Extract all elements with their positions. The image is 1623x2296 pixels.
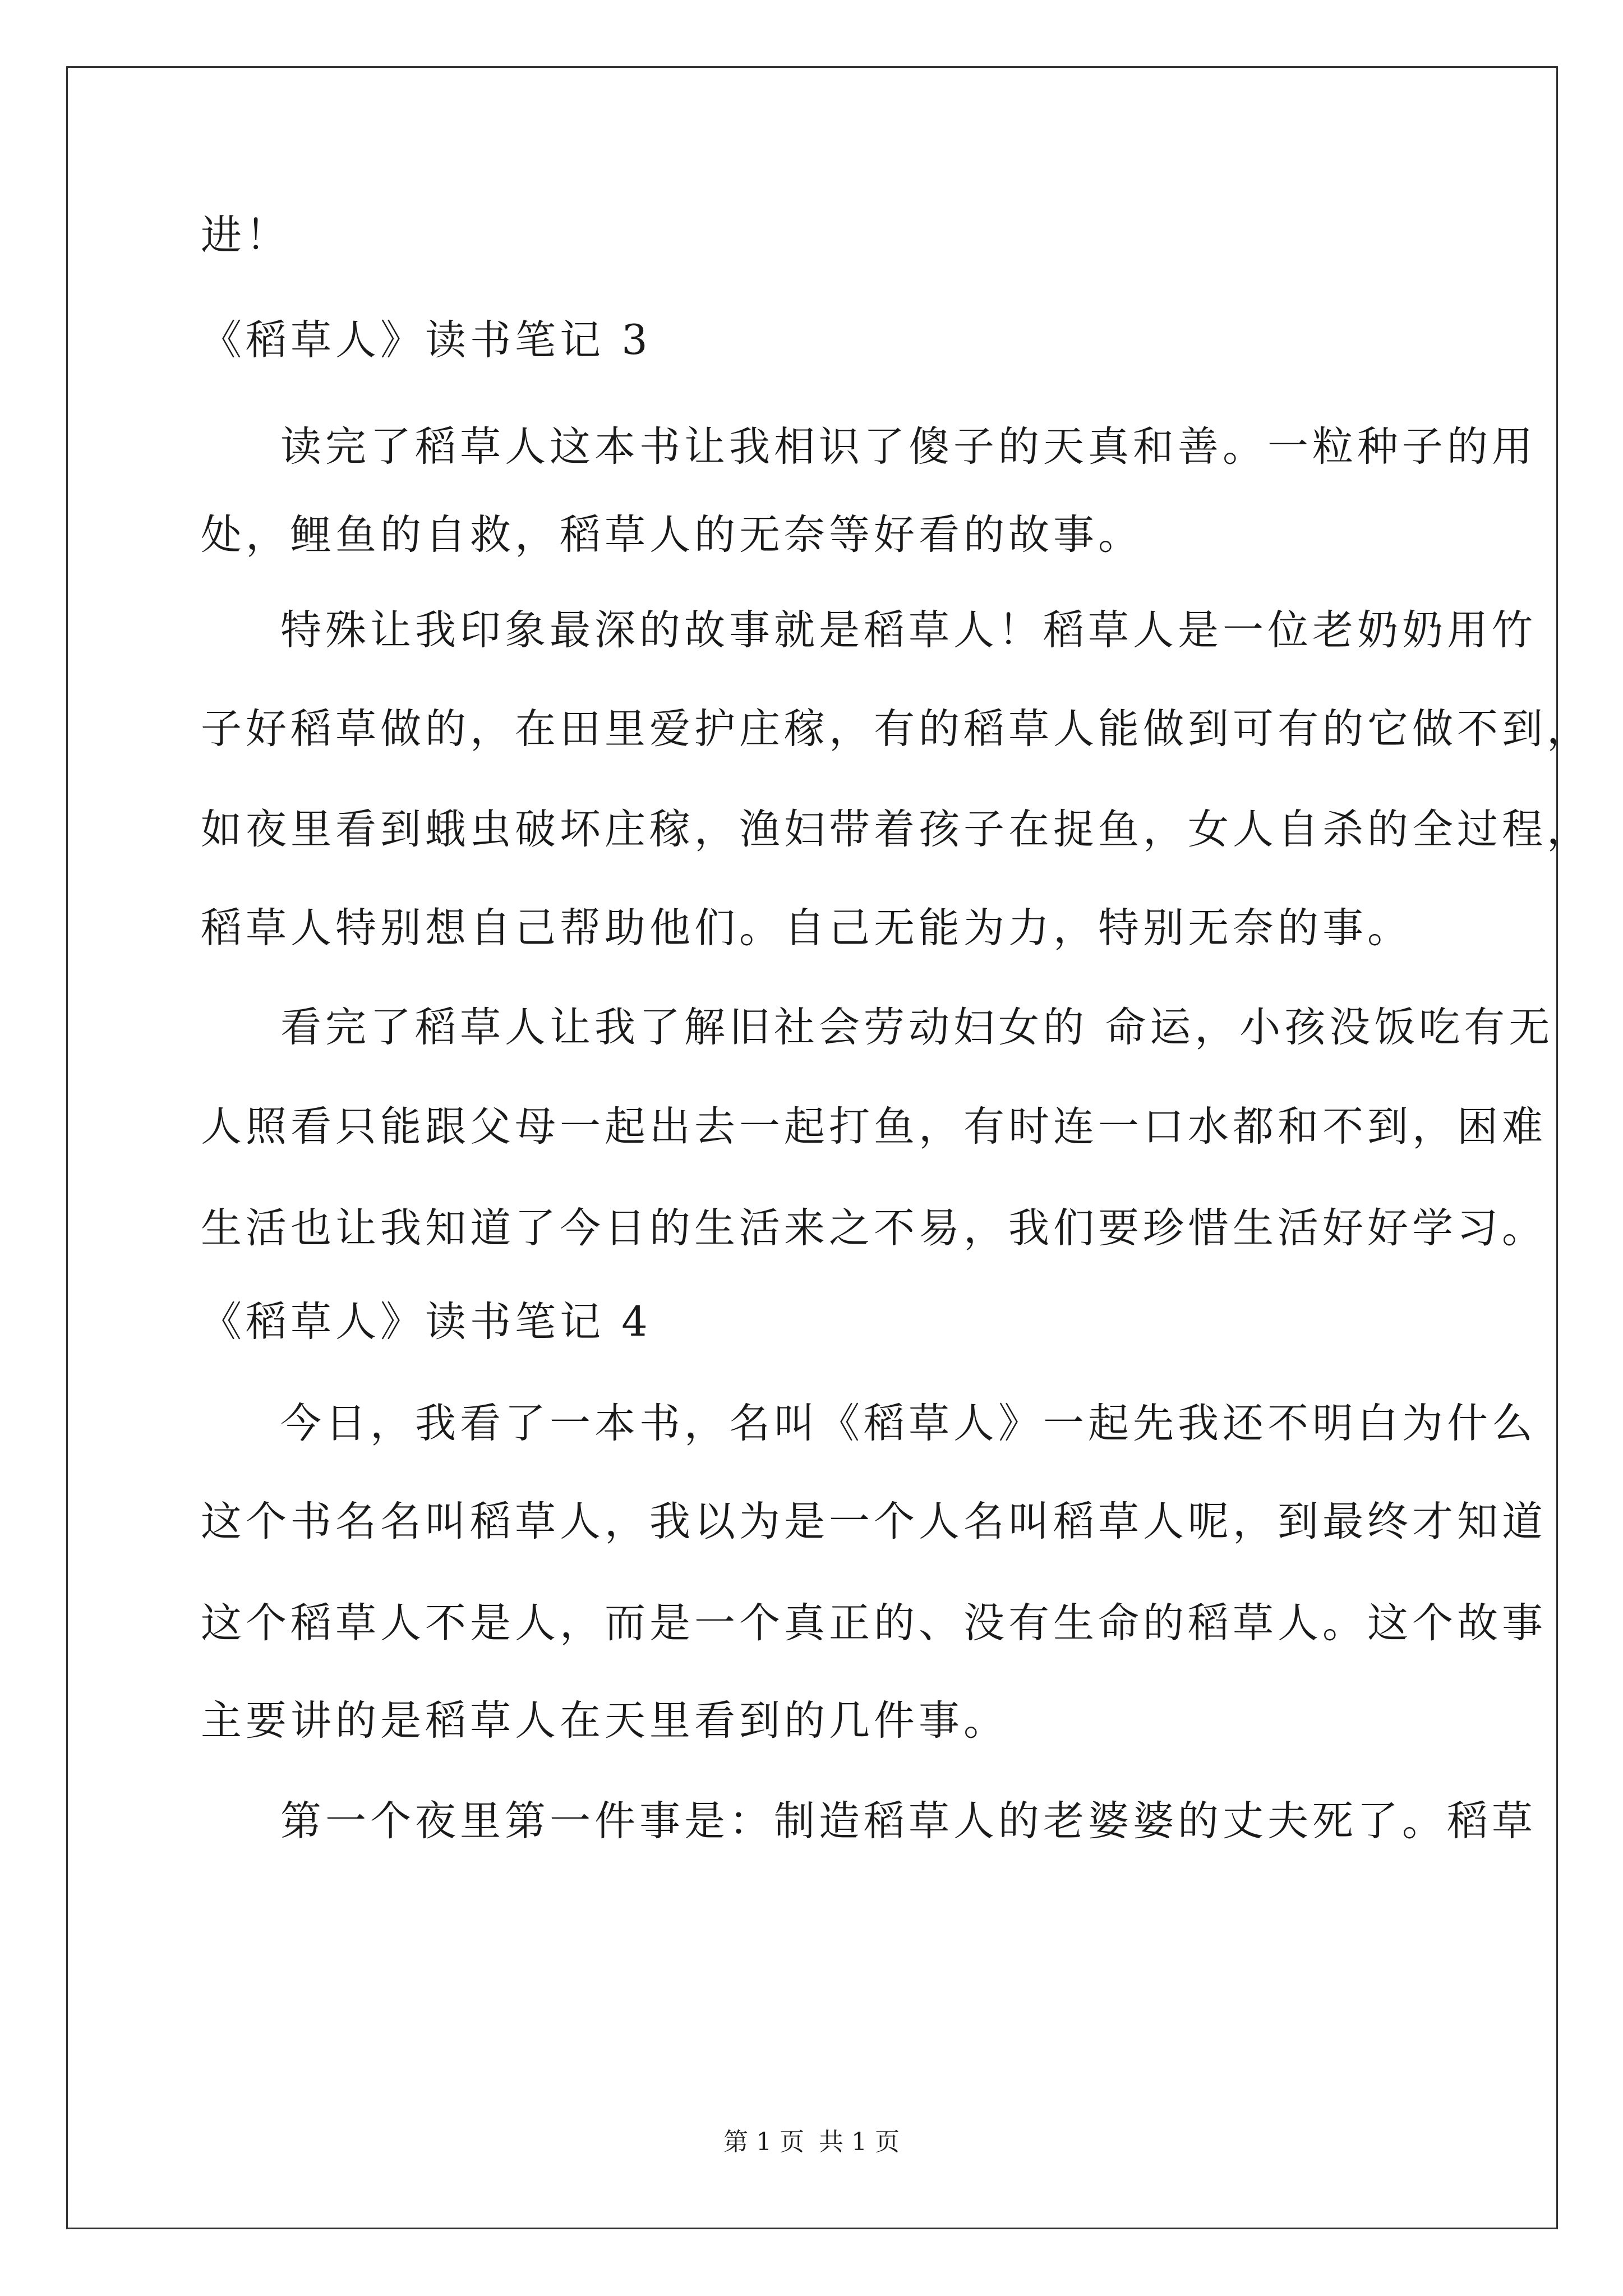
paragraph-line: 人照看只能跟父母一起出去一起打鱼，有时连一口水都和不到，困难 [201, 1103, 1547, 1151]
paragraph-line: 看完了稻草人让我了解旧社会劳动妇女的 命运，小孩没饭吃有无 [280, 1004, 1554, 1051]
section-heading: 《稻草人》读书笔记 3 [201, 316, 652, 364]
section-heading: 《稻草人》读书笔记 4 [201, 1298, 652, 1346]
paragraph-line: 特殊让我印象最深的故事就是稻草人！稻草人是一位老奶奶用竹 [280, 606, 1537, 654]
page-footer [0, 2130, 1623, 2155]
paragraph-line: 生活也让我知道了今日的生活来之不易，我们要珍惜生活好好学习。 [201, 1204, 1547, 1252]
paragraph-line: 这个稻草人不是人，而是一个真正的、没有生命的稻草人。这个故事 [201, 1599, 1547, 1647]
paragraph-line: 处，鲤鱼的自救，稻草人的无奈等好看的故事。 [201, 511, 1143, 559]
paragraph-line: 主要讲的是稻草人在天里看到的几件事。 [201, 1697, 1008, 1745]
text-line: 进！ [201, 211, 291, 259]
paragraph-line: 读完了稻草人这本书让我相识了傻子的天真和善。一粒种子的用 [280, 423, 1537, 471]
paragraph-line: 子好稻草做的，在田里爱护庄稼，有的稻草人能做到可有的它做不到， [201, 705, 1592, 753]
paragraph-line: 第一个夜里第一件事是：制造稻草人的老婆婆的丈夫死了。稻草 [280, 1797, 1537, 1845]
page-number: 第 1 页 [723, 2128, 804, 2156]
paragraph-line: 稻草人特别想自己帮助他们。自己无能为力，特别无奈的事。 [201, 904, 1412, 952]
paragraph-line: 如夜里看到蛾虫破坏庄稼，渔妇带着孩子在捉鱼，女人自杀的全过程， [201, 806, 1592, 853]
paragraph-line: 这个书名名叫稻草人，我以为是一个人名叫稻草人呢，到最终才知道 [201, 1498, 1547, 1545]
paragraph-line: 今日，我看了一本书，名叫《稻草人》一起先我还不明白为什么 [280, 1400, 1537, 1447]
page-total: 共 1 页 [819, 2128, 900, 2156]
